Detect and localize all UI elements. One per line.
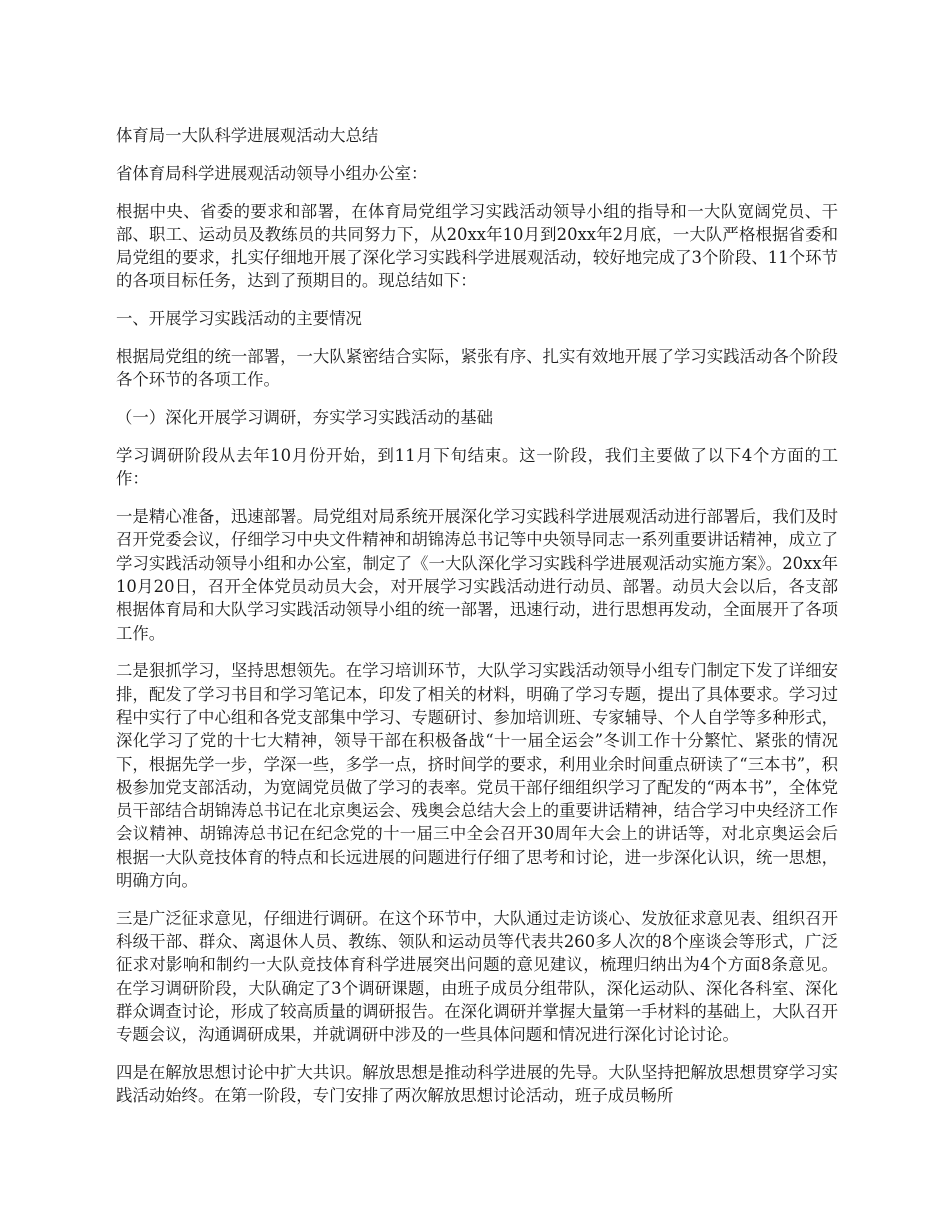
paragraph-intro: 根据中央、省委的要求和部署，在体育局党组学习实践活动领导小组的指导和一大队宽阔党员、干部、职工、运动员及教练员的共同努力下，从20xx年10月到20xx年2月底，一大队严格根据省委和局党组的要求，扎实仔细地开展了深化学习实践科学进展观活动，较好地完成了3个阶段、11个环节的各项目标任务，达到了预期目的。现总结如下： xyxy=(116,201,838,291)
paragraph-overview: 根据局党组的统一部署，一大队紧密结合实际，紧张有序、扎实有效地开展了学习实践活动各个阶段各个环节的各项工作。 xyxy=(116,347,838,390)
subsection-heading-1: （一）深化开展学习调研，夯实学习实践活动的基础 xyxy=(116,408,493,428)
section-heading-1: 一、开展学习实践活动的主要情况 xyxy=(116,309,362,329)
paragraph-point-2: 二是狠抓学习，坚持思想领先。在学习培训环节，大队学习实践活动领导小组专门制定下发了详细安排，配发了学习书目和学习笔记本，印发了相关的材料，明确了学习专题，提出了具体要求。学习过程中实行了中心组和各党支部集中学习、专题研讨、参加培训班、专家辅导、个人自学等多种形式，深化学习了党的十七大精神，领导干部在积极备战“十一届全运会”冬训工作十分繁忙、紧张的情况下，根据先学一步，学深一些，多学一点，挤时间学的要求，利用业余时间重点研读了“三本书”，积极参加党支部活动，为宽阔党员做了学习的表率。党员干部仔细组织学习了配发的“两本书”，全体党员干部结合胡锦涛总书记在北京奥运会、残奥会总结大会上的重要讲话精神，结合学习中央经济工作会议精神、胡锦涛总书记在纪念党的十一届三中全会召开30周年大会上的讲话等，对北京奥运会后根据一大队竞技体育的特点和长远进展的问题进行仔细了思考和讨论，进一步深化认识，统一思想，明确方向。 xyxy=(116,661,838,891)
paragraph-research-stage: 学习调研阶段从去年10月份开始，到11月下旬结束。这一阶段，我们主要做了以下4个方面的工作： xyxy=(116,445,838,489)
paragraph-point-1: 一是精心准备，迅速部署。局党组对局系统开展深化学习实践科学进展观活动进行部署后，我们及时召开党委会议，仔细学习中央文件精神和胡锦涛总书记等中央领导同志一系列重要讲话精神，成立了学习实践活动领导小组和办公室，制定了《一大队深化学习实践科学进展观活动实施方案》。20xx年10月20日，召开全体党员动员大会，对开展学习实践活动进行动员、部署。动员大会以后，各支部根据体育局和大队学习实践活动领导小组的统一部署，迅速行动，进行思想再发动，全面展开了各项工作。 xyxy=(116,507,838,643)
document-title: 体育局一大队科学进展观活动大总结 xyxy=(116,126,379,145)
paragraph-point-4: 四是在解放思想讨论中扩大共识。解放思想是推动科学进展的先导。大队坚持把解放思想贯穿学习实践活动始终。在第一阶段，专门安排了两次解放思想讨论活动，班子成员畅所 xyxy=(116,1063,838,1106)
paragraph-point-3: 三是广泛征求意见，仔细进行调研。在这个环节中，大队通过走访谈心、发放征求意见表、组织召开科级干部、群众、离退休人员、教练、领队和运动员等代表共260多人次的8个座谈会等形式，广泛征求对影响和制约一大队竞技体育科学进展突出问题的意见建议，梳理归纳出为4个方面8条意见。在学习调研阶段，大队确定了3个调研课题，由班子成员分组带队，深化运动队、深化各科室、深化群众调查讨论，形成了较高质量的调研报告。在深化调研并掌握大量第一手材料的基础上，大队召开专题会议，沟通调研成果，并就调研中涉及的一些具体问题和情况进行深化讨论讨论。 xyxy=(116,908,838,1045)
document-page xyxy=(116,124,838,1122)
salutation: 省体育局科学进展观活动领导小组办公室： xyxy=(116,163,428,183)
